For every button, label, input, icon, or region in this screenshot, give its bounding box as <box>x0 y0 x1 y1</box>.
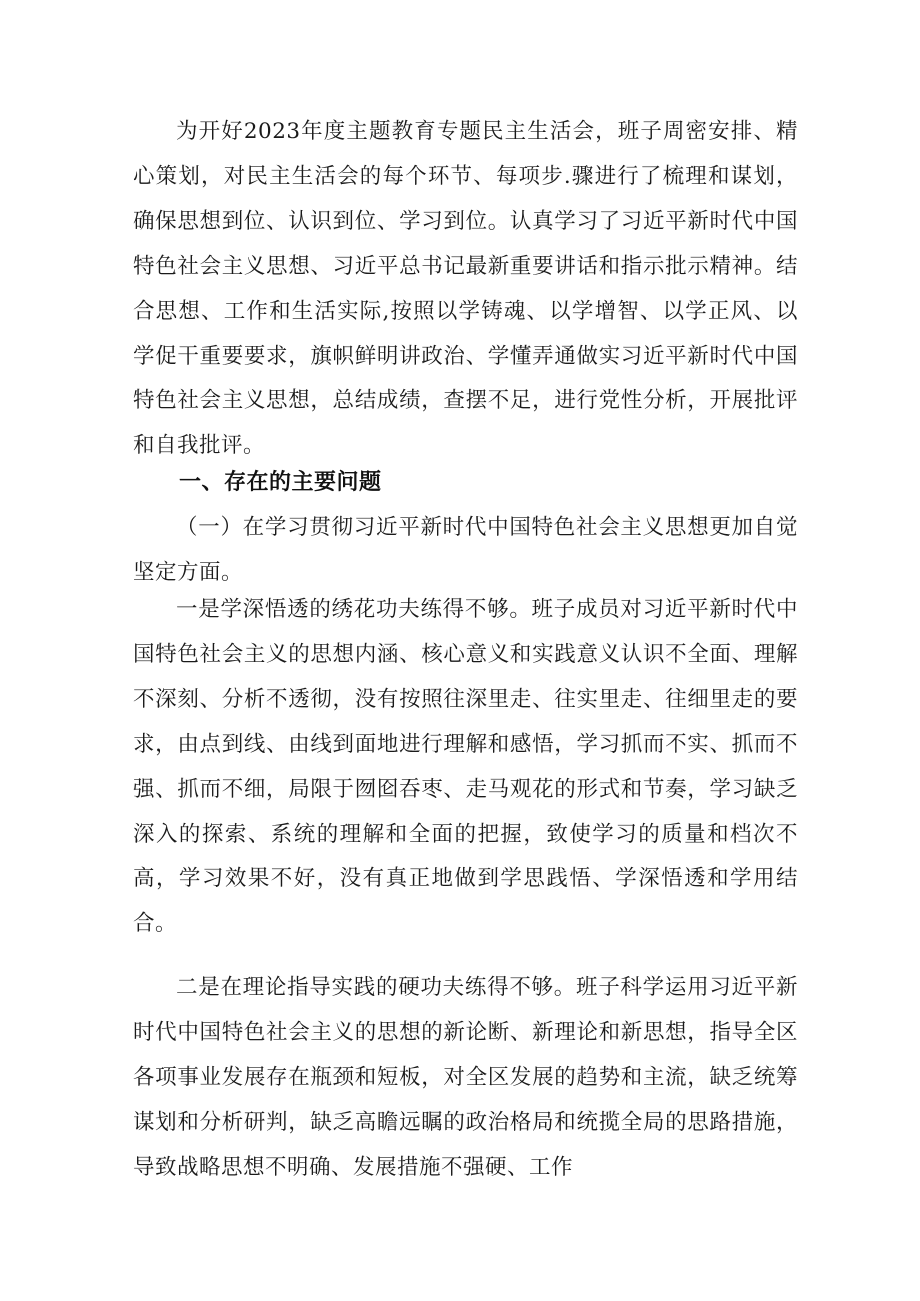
subsection-heading-paragraph: （一）在学习贯彻习近平新时代中国特色社会主义思想更加自觉坚定方面。 <box>133 515 798 585</box>
problem-one-paragraph: 一是学深悟透的绣花功夫练得不够。班子成员对习近平新时代中国特色社会主义的思想内涵、核心意义和实践意义认识不全面、理解不深刻、分析不透彻，没有按照往深里走、往实里走、往细里走的要求，由点到线、由线到面地进行理解和感悟，学习抓而不实、抓而不强、抓而不细，局限于囫囵吞枣、走马观花的形式和节奏，学习缺乏深入的探索、系统的理解和全面的把握，致使学习的质量和档次不高，学习效果不好，没有真正地做到学思践悟、学深悟透和学用结合。 <box>133 597 798 937</box>
problem-two-paragraph: 二是在理论指导实践的硬功夫练得不够。班子科学运用习近平新时代中国特色社会主义的思想的新论断、新理论和新思想，指导全区各项事业发展存在瓶颈和短板，对全区发展的趋势和主流，缺乏统筹谋划和分析研判，缺乏高瞻远瞩的政治格局和统揽全局的思路措施，导致战略思想不明确、发展措施不强硬、工作 <box>133 975 798 1180</box>
intro-paragraph: 为开好2023年度主题教育专题民主生活会，班子周密安排、精心策划，对民主生活会的每个环节、每项步.骤进行了梳理和谋划，确保思想到位、认识到位、学习到位。认真学习了习近平新时代中国特色社会主义思想、习近平总书记最新重要讲话和指示批示精神。结合思想、工作和生活实际,按照以学铸魂、以学增智、以学正风、以学促干重要要求，旗帜鲜明讲政治、学懂弄通做实习近平新时代中国特色社会主义思想，总结成绩，查摆不足，进行党性分析，开展批评和自我批评。 <box>133 119 798 459</box>
section-heading-main-problems: 一、存在的主要问题 <box>179 470 382 495</box>
